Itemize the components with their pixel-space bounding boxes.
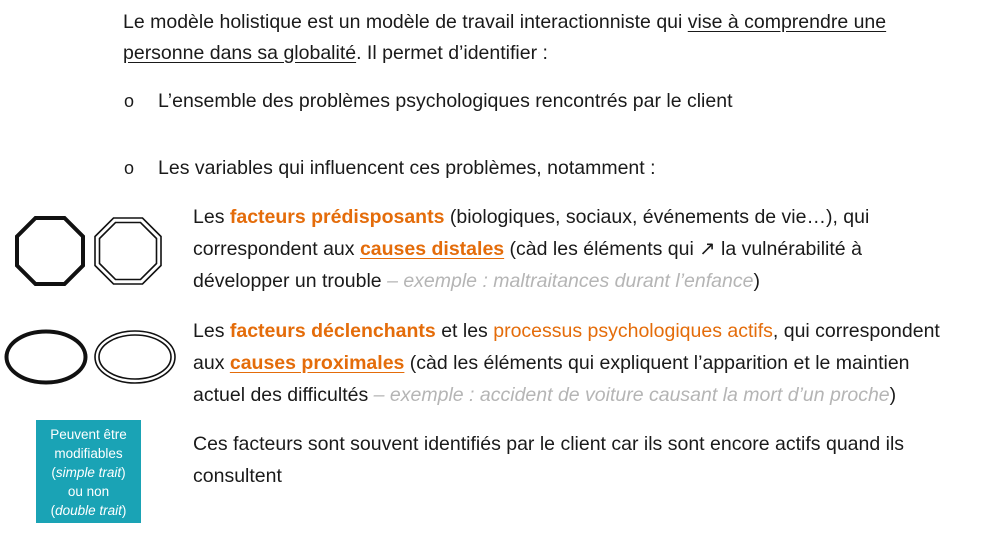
legend-line-1: Peuvent être bbox=[50, 427, 127, 442]
note-line-1: Ces facteurs sont souvent identifiés par le client car ils sont encore actifs quand ils bbox=[193, 433, 905, 455]
text-span: ) bbox=[753, 270, 760, 292]
intro-underlined-text-2: personne dans sa globalité bbox=[123, 42, 357, 64]
text-span: simple trait bbox=[55, 465, 122, 480]
text-span: (biologiques, sociaux, événements de vie…), qui bbox=[444, 206, 870, 228]
ellipse-single-icon bbox=[4, 329, 88, 385]
text-span: Les bbox=[193, 320, 230, 342]
intro-line-2 bbox=[123, 38, 548, 69]
bullet-text-1: L’ensemble des problèmes psychologiques rencontrés par le client bbox=[158, 90, 733, 112]
text-span: aux bbox=[193, 352, 230, 374]
proximal-causes-term: causes proximales bbox=[229, 352, 405, 374]
triggering-line-2 bbox=[193, 348, 910, 379]
legend-box bbox=[36, 420, 141, 523]
example-text: – exemple : maltraitances durant l’enfance bbox=[387, 270, 754, 292]
triggering-factors-term: facteurs déclenchants bbox=[229, 320, 436, 342]
legend-line-3 bbox=[36, 463, 141, 482]
legend-line-2: modifiables bbox=[54, 446, 123, 461]
octagon-single-icon bbox=[15, 216, 85, 286]
text-span: ( bbox=[50, 503, 56, 518]
text-span: développer un trouble bbox=[193, 270, 388, 292]
intro-text: Le modèle holistique est un modèle de travail interactionniste qui bbox=[123, 11, 688, 33]
active-processes-term: processus psychologiques actifs bbox=[493, 320, 773, 342]
text-span: , qui correspondent bbox=[772, 320, 940, 342]
distal-causes-term: causes distales bbox=[359, 238, 505, 260]
text-span: actuel des difficultés bbox=[193, 384, 374, 406]
triggering-line-3 bbox=[193, 380, 896, 411]
predisposing-factors-term: facteurs prédisposants bbox=[229, 206, 445, 228]
text-span: Les bbox=[193, 206, 230, 228]
legend-line-4: ou non bbox=[67, 484, 110, 499]
bullet-marker-1: o bbox=[124, 91, 135, 111]
intro-text-end: . Il permet d’identifier : bbox=[356, 42, 548, 64]
predisposing-line-2 bbox=[193, 234, 862, 265]
text-span: ) bbox=[889, 384, 897, 406]
intro-underlined-text: vise à comprendre une bbox=[687, 11, 887, 33]
bullet-text-2: Les variables qui influencent ces problèmes, notamment : bbox=[158, 157, 656, 179]
legend-line-5 bbox=[36, 501, 141, 520]
triggering-line-1 bbox=[193, 316, 940, 347]
example-text: – exemple : accident de voiture causant la mort d’un proche bbox=[373, 384, 890, 406]
text-span: ) bbox=[121, 465, 126, 480]
predisposing-line-1 bbox=[193, 202, 869, 233]
text-span: correspondent aux bbox=[193, 238, 360, 260]
text-span: double trait bbox=[55, 503, 122, 518]
ellipse-double-icon bbox=[93, 329, 177, 385]
text-span: ) bbox=[121, 503, 127, 518]
text-span: (càd les éléments qui ↗ la vulnérabilité à bbox=[504, 238, 862, 260]
octagon-double-icon bbox=[93, 216, 163, 286]
intro-line-1 bbox=[123, 7, 886, 38]
note-line-2: consultent bbox=[193, 465, 282, 487]
text-span: ( bbox=[51, 465, 56, 480]
bullet-marker-2: o bbox=[124, 158, 135, 178]
text-span: (càd les éléments qui expliquent l’apparition et le maintien bbox=[404, 352, 910, 374]
text-span: et les bbox=[435, 320, 494, 342]
predisposing-line-3 bbox=[193, 266, 760, 297]
